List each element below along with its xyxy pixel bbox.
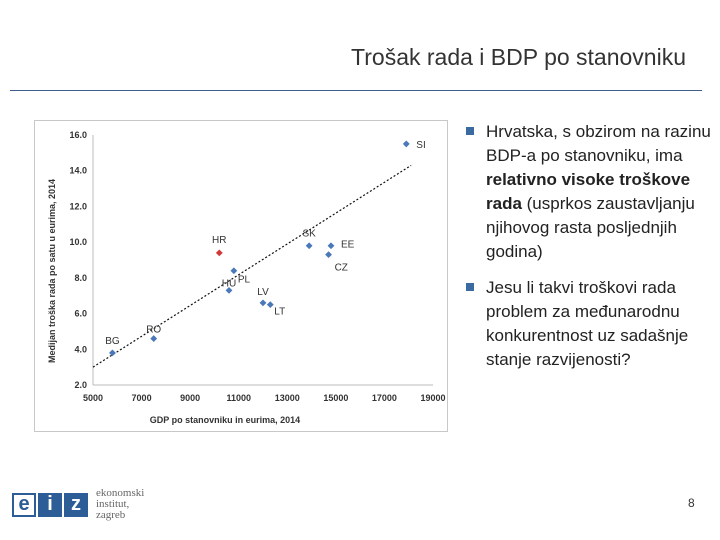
x-tick-label: 17000 bbox=[371, 393, 397, 403]
scatter-chart bbox=[34, 120, 448, 432]
data-point-hr bbox=[216, 249, 223, 256]
square-bullet-icon bbox=[466, 127, 474, 135]
square-bullet-icon bbox=[466, 283, 474, 291]
y-tick-label: 6.0 bbox=[74, 308, 87, 319]
bullet-text: Jesu li takvi troškovi rada problem za međunarodnu konkurentnost uz sadašnje stanje razvijenosti? bbox=[486, 278, 689, 369]
y-tick-label: 8.0 bbox=[74, 272, 87, 283]
bullet-item bbox=[464, 120, 714, 264]
logo-text-line-3: zagreb bbox=[96, 509, 126, 521]
bullet-emphasis: relativno visoke troškove rada bbox=[486, 170, 691, 213]
data-point-si bbox=[403, 141, 410, 148]
data-point-cz bbox=[325, 251, 332, 258]
y-tick-label: 14.0 bbox=[69, 165, 87, 176]
chart-y-axis-label: Medijan troška rada po satu u eurima, 2014 bbox=[47, 178, 57, 364]
y-tick-label: 16.0 bbox=[69, 130, 87, 140]
data-label-hu: HU bbox=[221, 278, 237, 290]
data-label-pl: PL bbox=[237, 274, 251, 286]
chart-ticks bbox=[69, 130, 445, 403]
data-point-pl bbox=[230, 267, 237, 274]
data-label-ro: RO bbox=[146, 324, 162, 336]
x-tick-label: 11000 bbox=[226, 393, 251, 403]
chart-points bbox=[105, 140, 426, 356]
bullet-list bbox=[464, 120, 714, 372]
data-label-lv: LV bbox=[257, 286, 269, 298]
y-tick-label: 10.0 bbox=[69, 237, 87, 248]
slide-title: Trošak rada i BDP po stanovniku bbox=[351, 44, 686, 70]
chart-canvas bbox=[35, 121, 447, 431]
y-tick-label: 4.0 bbox=[74, 344, 87, 355]
logo-letter-e: e bbox=[12, 493, 36, 517]
data-label-ee: EE bbox=[341, 239, 355, 251]
data-label-cz: CZ bbox=[334, 262, 348, 274]
x-tick-label: 15000 bbox=[323, 393, 349, 403]
bullet-item bbox=[464, 276, 714, 372]
bullet-text: (usprkos zaustavljanju njihovog rasta posljednjih godina) bbox=[486, 194, 695, 261]
bullet-text: Hrvatska, s obzirom na razinu BDP-a po stanovniku, ima bbox=[486, 122, 711, 165]
x-tick-label: 7000 bbox=[131, 393, 152, 403]
logo-text-line-2: institut, bbox=[96, 498, 130, 510]
chart-trendline-group bbox=[93, 165, 411, 367]
chart-x-axis-label: GDP po stanovniku in eurima, 2014 bbox=[149, 415, 301, 425]
data-point-ro bbox=[150, 335, 157, 342]
logo-letter-z: z bbox=[64, 493, 88, 517]
title-divider bbox=[10, 90, 702, 91]
data-point-ee bbox=[328, 242, 335, 249]
data-point-bg bbox=[109, 349, 116, 356]
data-label-si: SI bbox=[416, 139, 426, 151]
page-number: 8 bbox=[688, 496, 695, 510]
logo-text bbox=[96, 488, 144, 521]
data-label-lt: LT bbox=[274, 306, 286, 318]
x-tick-label: 19000 bbox=[420, 393, 446, 403]
x-tick-label: 9000 bbox=[180, 393, 201, 403]
data-point-sk bbox=[306, 242, 313, 249]
data-label-bg: BG bbox=[105, 335, 120, 347]
x-tick-label: 13000 bbox=[274, 393, 300, 403]
eiz-logo bbox=[12, 488, 144, 521]
logo-text-line-1: ekonomski bbox=[96, 487, 145, 499]
x-tick-label: 5000 bbox=[82, 393, 104, 403]
y-tick-label: 2.0 bbox=[74, 380, 87, 390]
y-tick-label: 12.0 bbox=[69, 201, 87, 212]
data-point-lt bbox=[267, 301, 274, 308]
data-point-lv bbox=[260, 299, 267, 306]
data-label-hr: HR bbox=[212, 234, 227, 246]
logo-letter-i: i bbox=[38, 493, 62, 517]
chart-trendline bbox=[93, 165, 411, 367]
data-label-sk: SK bbox=[302, 228, 316, 240]
